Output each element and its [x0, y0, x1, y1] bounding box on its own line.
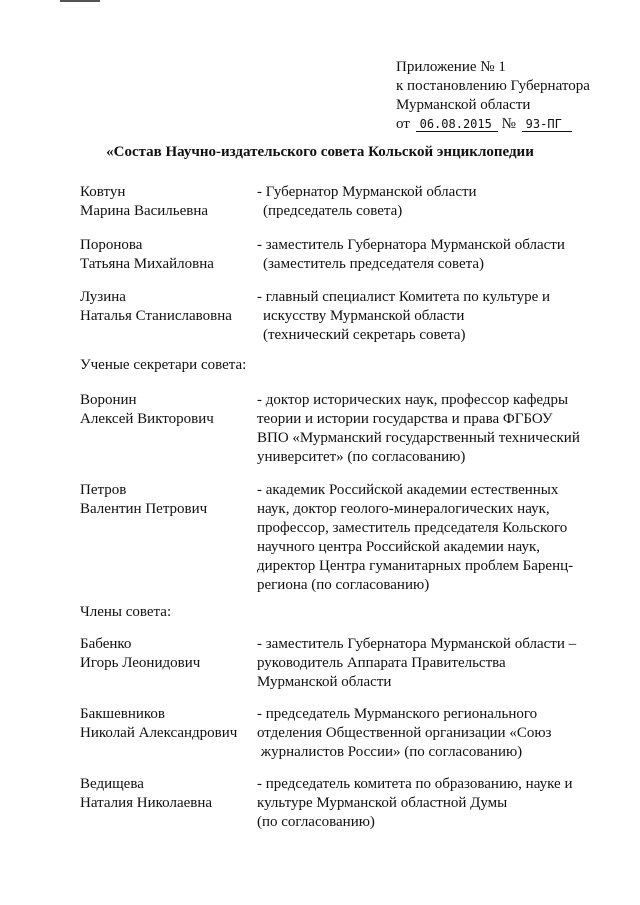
- given-name: Николай Александрович: [80, 725, 238, 741]
- person-name: [80, 705, 255, 743]
- role-line: - Губернатор Мурманской области: [257, 184, 477, 200]
- role-line: - главный специалист Комитета по культуре и: [257, 289, 550, 305]
- person-role: [257, 705, 597, 762]
- given-name: Марина Васильевна: [80, 203, 209, 219]
- role-line-part: - председатель комитета по образованию, науке: [257, 776, 561, 792]
- person-role: [257, 775, 597, 832]
- person-role: [257, 635, 597, 692]
- surname: Ведищева: [80, 776, 144, 792]
- appendix-block: [396, 58, 636, 134]
- role-line: [257, 775, 587, 794]
- surname: Бакшевников: [80, 706, 166, 722]
- surname: Бабенко: [80, 636, 132, 652]
- given-name: Татьяна Михайловна: [80, 256, 214, 272]
- role-line: - заместитель Губернатора Мурманской области: [257, 237, 565, 253]
- surname: Петров: [80, 482, 127, 498]
- role-line: наук, доктор геолого-минералогических наук,: [257, 501, 550, 517]
- section-heading-members: Члены совета:: [80, 604, 172, 620]
- person-role: [257, 288, 597, 345]
- person-name: [80, 183, 255, 221]
- appendix-date-number: [396, 115, 636, 134]
- person-name: [80, 635, 255, 673]
- person-role: [257, 183, 597, 221]
- role-line: профессор, заместитель председателя Кольского: [257, 520, 568, 536]
- role-line: (по согласованию): [257, 814, 375, 830]
- role-line: научного центра Российской академии наук,: [257, 539, 540, 555]
- person-name: [80, 775, 255, 813]
- surname: Поронова: [80, 237, 143, 253]
- person-role: [257, 481, 597, 595]
- number-sign: №: [501, 116, 516, 132]
- person-name: [80, 481, 255, 519]
- role-line: отделения Общественной организации «Союз: [257, 725, 552, 741]
- appendix-title: Приложение № 1: [396, 59, 506, 75]
- role-line: - доктор исторических наук, профессор кафедры: [257, 392, 569, 408]
- role-line: региона (по согласованию): [257, 577, 430, 593]
- role-line: теории и истории государства и права ФГБОУ: [257, 411, 553, 427]
- role-line: журналистов России» (по согласованию): [257, 744, 523, 760]
- role-line: (председатель совета): [263, 203, 403, 219]
- role-line: ВПО «Мурманский государственный технический: [257, 430, 580, 446]
- surname: Ковтун: [80, 184, 126, 200]
- role-line: директор Центра гуманитарных проблем Баренц-: [257, 558, 574, 574]
- role-line: Мурманской области: [257, 674, 392, 690]
- person-role: [257, 391, 597, 467]
- scan-mark: [60, 0, 100, 2]
- role-line: искусству Мурманской области: [263, 308, 465, 324]
- document-date: 06.08.2015: [416, 117, 498, 132]
- appendix-region: Мурманской области: [396, 97, 531, 113]
- section-heading-secretaries: Ученые секретари совета:: [80, 357, 247, 373]
- surname: Воронин: [80, 392, 137, 408]
- given-name: Наталия Николаевна: [80, 795, 213, 811]
- role-line: руководитель Аппарата Правительства: [257, 655, 506, 671]
- from-label: от: [396, 116, 410, 132]
- given-name: Наталья Станиславовна: [80, 308, 232, 324]
- role-line: - академик Российской академии естественных: [257, 482, 559, 498]
- document-number: 93-ПГ: [522, 117, 572, 132]
- surname: Лузина: [80, 289, 126, 305]
- person-name: [80, 288, 255, 326]
- role-line: культуре Мурманской областной Думы: [257, 795, 508, 811]
- role-line: (заместитель председателя совета): [263, 256, 485, 272]
- given-name: Алексей Викторович: [80, 411, 214, 427]
- role-line: - заместитель Губернатора Мурманской области –: [257, 636, 577, 652]
- role-line: - председатель Мурманского регионального: [257, 706, 538, 722]
- document-title: «Состав Научно-издательского совета Кольской энциклопедии: [106, 144, 534, 160]
- role-line: университет» (по согласованию): [257, 449, 466, 465]
- given-name: Игорь Леонидович: [80, 655, 201, 671]
- appendix-reference: к постановлению Губернатора: [396, 78, 590, 94]
- person-name: [80, 391, 255, 429]
- given-name: Валентин Петрович: [80, 501, 208, 517]
- role-line: (технический секретарь совета): [263, 327, 466, 343]
- person-name: [80, 236, 255, 274]
- person-role: [257, 236, 597, 274]
- role-line-part: и: [564, 776, 573, 792]
